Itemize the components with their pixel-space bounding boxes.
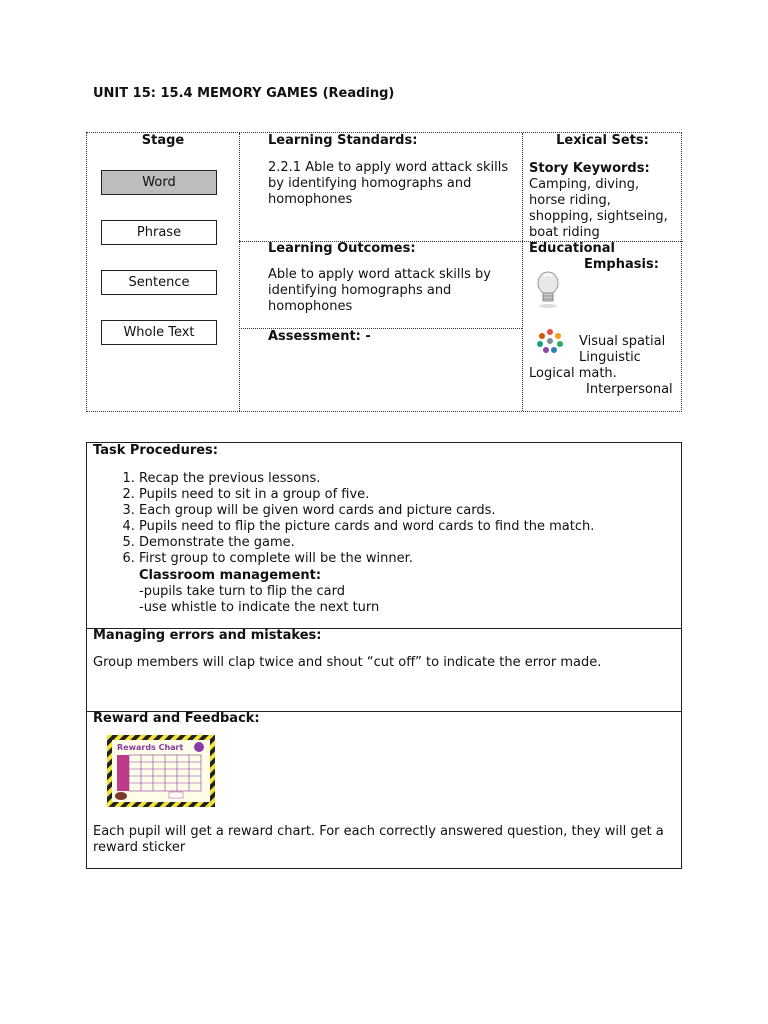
rewards-chart-title: Rewards Chart <box>117 743 184 752</box>
text-line: Camping, diving, <box>529 177 640 192</box>
list-item: 6. First group to complete will be the winner. <box>139 551 594 567</box>
text-line: identifying homographs and <box>268 283 452 298</box>
reward-feedback-heading: Reward and Feedback: <box>93 711 260 726</box>
stage-option-word[interactable]: Word <box>101 170 217 195</box>
list-item: 2. Pupils need to sit in a group of five. <box>139 487 594 503</box>
stage-option-sentence[interactable]: Sentence <box>101 270 217 295</box>
managing-errors-text: Group members will clap twice and shout “cut off” to indicate the error made. <box>93 655 602 670</box>
learning-outcomes-heading: Learning Outcomes: <box>268 241 416 256</box>
assessment-heading: Assessment: - <box>268 329 371 344</box>
text-line: horse riding, <box>529 193 611 208</box>
column-divider <box>522 133 523 411</box>
task-steps-list <box>87 471 594 567</box>
task-table <box>86 442 682 869</box>
lexical-sets-heading: Lexical Sets: <box>556 133 649 148</box>
story-keywords-list <box>529 177 668 241</box>
educational-emphasis-heading-2: Emphasis: <box>584 257 659 272</box>
rewards-chart-image <box>107 735 215 807</box>
text-line: Able to apply word attack skills by <box>268 267 491 282</box>
task-procedures-heading: Task Procedures: <box>93 443 218 458</box>
text-line: -pupils take turn to flip the card <box>139 584 345 599</box>
text-line: Each pupil will get a reward chart. For each correctly answered question, they will get a <box>93 824 664 839</box>
text-line: homophones <box>268 192 353 207</box>
text-line: reward sticker <box>93 840 186 855</box>
lightbulb-icon <box>534 269 562 309</box>
text-line: -use whistle to indicate the next turn <box>139 600 380 615</box>
text-line: boat riding <box>529 225 600 240</box>
learning-standards-heading: Learning Standards: <box>268 133 418 148</box>
list-item: 1. Recap the previous lessons. <box>139 471 594 487</box>
list-item: 4. Pupils need to flip the picture cards and word cards to find the match. <box>139 519 594 535</box>
stage-heading: Stage <box>141 133 185 148</box>
learning-outcomes-text <box>268 267 491 315</box>
emphasis-linguistic: Linguistic <box>579 350 641 365</box>
text-line: shopping, sightseing, <box>529 209 668 224</box>
story-keywords-heading: Story Keywords: <box>529 161 650 176</box>
emphasis-interpersonal: Interpersonal <box>586 382 673 397</box>
lesson-overview-table <box>86 132 682 412</box>
educational-emphasis-heading: Educational <box>529 241 616 256</box>
stage-option-whole-text[interactable]: Whole Text <box>101 320 217 345</box>
classroom-management-text <box>139 584 379 616</box>
page-title: UNIT 15: 15.4 MEMORY GAMES (Reading) <box>93 86 395 101</box>
reward-text <box>93 824 664 856</box>
text-line: homophones <box>268 299 353 314</box>
column-divider <box>239 133 240 411</box>
classroom-management-heading: Classroom management: <box>139 568 322 583</box>
text-line: 2.2.1 Able to apply word attack skills <box>268 160 509 175</box>
emphasis-logical-math: Logical math. <box>529 366 617 381</box>
list-item: 3. Each group will be given word cards and picture cards. <box>139 503 594 519</box>
emphasis-visual-spatial: Visual spatial <box>579 334 666 349</box>
learning-standards-text <box>268 160 508 208</box>
multiple-intelligences-icon <box>536 328 564 354</box>
managing-errors-heading: Managing errors and mistakes: <box>93 628 322 643</box>
text-line: by identifying homographs and <box>268 176 472 191</box>
stage-option-phrase[interactable]: Phrase <box>101 220 217 245</box>
list-item: 5. Demonstrate the game. <box>139 535 594 551</box>
